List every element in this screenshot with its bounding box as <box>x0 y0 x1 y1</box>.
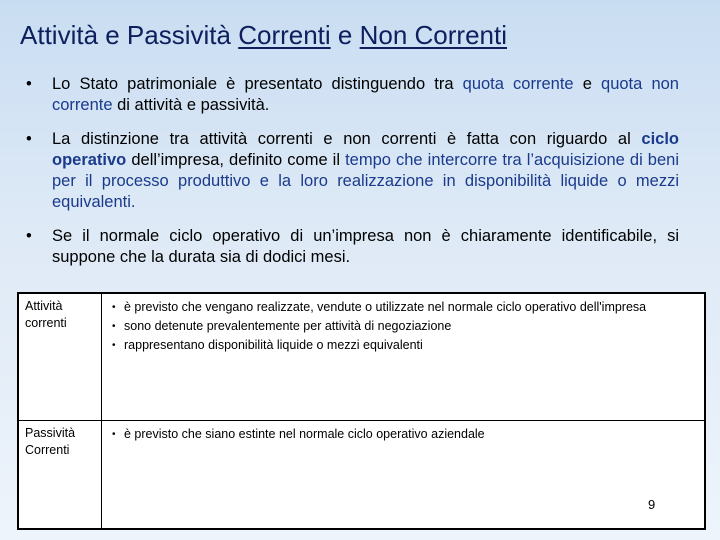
list-item-text: sono detenute prevalentemente per attività di negoziazione <box>124 319 452 333</box>
list-item <box>112 317 692 336</box>
bullet-highlight: tempo che intercorre tra l’acquisizione di beni per il processo produttivo e la loro realizzazione in disponibilità liquide o mezzi equivalenti. <box>52 151 679 211</box>
list-item <box>112 336 692 355</box>
bullet-text: dell’impresa, definito come il <box>126 151 346 169</box>
bullet-dot-icon: • <box>112 428 116 440</box>
table-row <box>18 293 705 420</box>
row-content <box>102 293 706 420</box>
classification-table <box>17 292 706 530</box>
bullet-text: La distinzione tra attività correnti e non correnti è fatta con riguardo al <box>52 130 642 148</box>
bullet-dot-icon: • <box>26 130 32 148</box>
title-part-1: Attività e Passività <box>20 20 239 50</box>
list-item-text: rappresentano disponibilità liquide o mezzi equivalenti <box>124 338 423 352</box>
sub-list <box>112 425 692 444</box>
list-item-text: è previsto che siano estinte nel normale ciclo operativo aziendale <box>124 426 485 441</box>
page-number: 9 <box>648 497 656 512</box>
list-item <box>112 425 692 444</box>
bullet-text: e <box>573 75 602 93</box>
row-content <box>102 420 706 529</box>
slide-title <box>20 20 507 51</box>
bullet-dot-icon: • <box>26 75 32 93</box>
bullet-item <box>24 129 679 213</box>
list-item <box>112 298 692 317</box>
bullet-highlight: quota non corrente <box>52 75 679 114</box>
list-item-text: è previsto che vengano realizzate, vendute o utilizzate nel normale ciclo operativo dell'impresa <box>124 300 647 314</box>
bullet-highlight: quota corrente <box>462 75 574 93</box>
row-label: Passività Correnti <box>18 420 102 529</box>
bullet-text: Se il normale ciclo operativo di un’impresa non è chiaramente identificabile, si suppone che la durata sia di dodici mesi. <box>52 227 679 266</box>
bullet-dot-icon: • <box>112 321 116 332</box>
bullet-list <box>24 74 679 281</box>
bullet-text: Lo Stato patrimoniale è presentato distinguendo tra <box>52 75 463 93</box>
bullet-dot-icon: • <box>112 302 116 313</box>
sub-list <box>112 298 692 355</box>
bullet-text: di attività e passività. <box>112 96 270 114</box>
title-non-correnti: Non Correnti <box>359 20 508 50</box>
bullet-dot-icon: • <box>112 340 116 351</box>
title-correnti: Correnti <box>238 20 331 50</box>
bullet-highlight-bold: ciclo operativo <box>52 130 679 169</box>
title-part-3: e <box>330 20 360 50</box>
table-row <box>18 420 705 529</box>
bullet-dot-icon: • <box>26 227 32 245</box>
bullet-item <box>24 74 679 116</box>
bullet-item <box>24 226 679 268</box>
row-label: Attività correnti <box>18 293 102 420</box>
